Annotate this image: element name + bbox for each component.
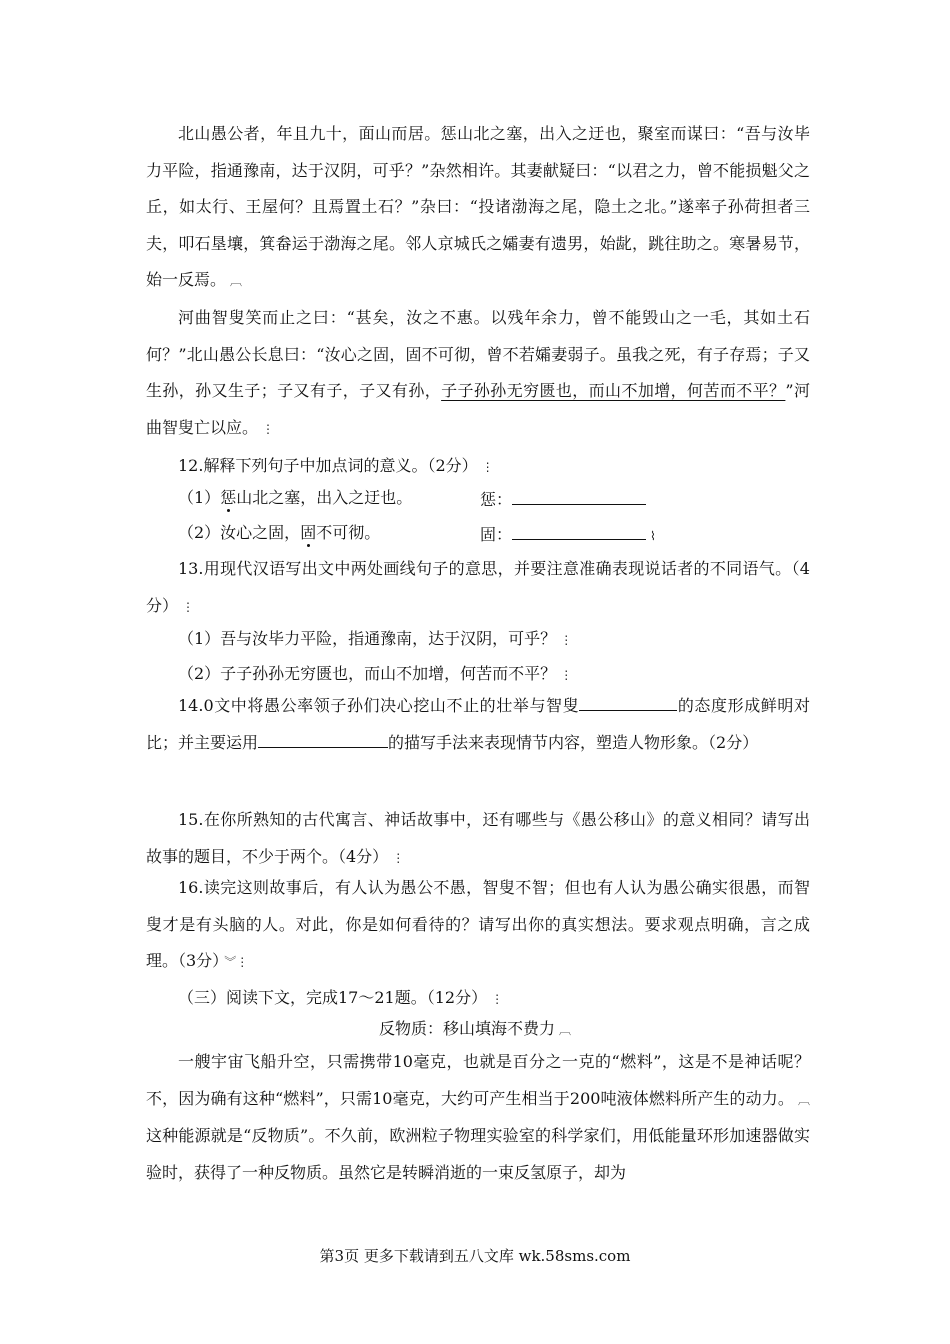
scan-mark-icon: ⌇	[650, 529, 656, 543]
q15-text: 15.在你所熟知的古代寓言、神话故事中，还有哪些与《愚公移山》的意义相同？请写出故事的题目，不少于两个。（4分）	[146, 810, 810, 866]
q12-answer2-label: 固：	[480, 525, 513, 544]
section-3-instruction-text: （三）阅读下文，完成17～21题。（12分）	[178, 988, 488, 1007]
q14-text-3: 的描写手法来表现情节内容，塑造人物形象。（2分）	[388, 732, 759, 752]
question-13-stem	[146, 551, 810, 625]
question-13-item-1	[178, 629, 572, 650]
article-paragraph-1-text: 一艘宇宙飞船升空，只需携带10毫克，也就是百分之一克的“燃料”，这是不是神话呢？不，因为确有这种“燃料”，只需10毫克，大约可产生相当于200吨液体燃料所产生的动力。	[146, 1052, 810, 1108]
article-paragraph-1-continued: 这种能源就是“反物质”。不久前，欧洲粒子物理实验室的科学家们，用低能量环形加速器做实验时，获得了一种反物质。虽然它是转瞬消逝的一束反氢原子，却为	[146, 1126, 810, 1182]
answer-blank[interactable]	[258, 731, 388, 748]
q12-stem-text: 12.解释下列句子中加点词的意义。（2分）	[178, 456, 478, 475]
q12-item1-number: （1）	[178, 488, 221, 507]
scan-mark-icon: ⋮	[560, 668, 573, 682]
page-footer: 第3页 更多下载请到五八文库 wk.58sms.com	[319, 1247, 631, 1265]
scan-mark-icon: ⋮	[481, 460, 494, 474]
q12-item2-number: （2）汝心之固，	[178, 523, 301, 542]
article-title	[0, 1019, 950, 1040]
q12-answer1-label: 惩：	[480, 490, 513, 509]
q14-text-2: 的态度形成鲜明对比；并主要运用	[146, 696, 810, 752]
question-15	[146, 802, 810, 876]
q13-item2-text: （2）子子孙孙无穷匮也，而山不加增，何苦而不平？	[178, 664, 557, 683]
passage-paragraph-2	[146, 300, 810, 447]
answer-blank[interactable]	[512, 523, 646, 540]
scan-mark-icon: ⋮	[560, 633, 573, 647]
underlined-sentence: 子子孙孙无穷匮也，而山不加增，何苦而不平？	[441, 381, 786, 401]
scan-mark-icon: ⋮	[182, 599, 195, 614]
scan-mark-icon: ⋮	[262, 421, 275, 436]
q14-text-1: 14.0文中将愚公率领子孙们决心挖山不止的壮举与智叟	[178, 696, 580, 715]
article-paragraph-1	[146, 1044, 810, 1191]
section-3-instruction	[178, 988, 503, 1009]
q12-item1-sentence: 山北之塞，出入之迂也。	[236, 488, 413, 507]
question-12-answer-1	[480, 488, 646, 510]
scan-mark-icon: ︹	[230, 274, 243, 289]
passage-paragraph-2-text: 河曲智叟笑而止之曰：“甚矣，汝之不惠。以残年余力，曾不能毁山之一毛，其如土石何？”北山愚公长息曰：“汝心之固，固不可彻，曾不若孀妻弱子。虽我之死，有子存焉；子又生孙，孙又生子；子又有子，子又有孙，	[146, 308, 810, 401]
scan-mark-icon: ⋮	[392, 850, 405, 865]
dotted-word: 固	[300, 523, 317, 542]
scan-mark-icon: ︹	[559, 1023, 572, 1037]
question-12-answer-2	[480, 523, 656, 546]
passage-paragraph-1-text: 北山愚公者，年且九十，面山而居。惩山北之塞，出入之迂也，聚室而谋曰：“吾与汝毕力平险，指通豫南，达于汉阴，可乎？”杂然相许。其妻献疑曰：“以君之力，曾不能损魁父之丘，如太行、王屋何？且焉置土石？”杂曰：“投诸渤海之尾，隐土之北。”遂率子孙荷担者三夫，叩石垦壤，箕畚运于渤海之尾。邻人京城氏之孀妻有遗男，始龀，跳往助之。寒暑易节，始一反焉。	[146, 124, 810, 290]
question-13-item-2	[178, 664, 572, 685]
answer-blank[interactable]	[512, 488, 646, 505]
scan-mark-icon: ︹	[797, 1092, 810, 1107]
q13-stem-text: 13.用现代汉语写出文中两处画线句子的意思，并要注意准确表现说话者的不同语气。（4分）	[146, 559, 810, 615]
answer-blank[interactable]	[579, 694, 677, 711]
question-12-item-2	[178, 523, 380, 543]
article-title-text: 反物质：移山填海不费力	[378, 1019, 555, 1038]
q16-text: 16.读完这则故事后，有人认为愚公不愚，智叟不智；但也有人认为愚公确实很愚，而智叟才是有头脑的人。对此，你是如何看待的？请写出你的真实想法。要求观点明确，言之成理。（3分）	[146, 878, 810, 971]
question-14	[146, 688, 810, 761]
question-16	[146, 870, 810, 981]
passage-paragraph-1	[146, 116, 810, 300]
question-12-stem	[178, 456, 494, 477]
q12-item2-sentence: 不可彻。	[316, 523, 381, 542]
scan-mark-icon: ︾⋮	[224, 955, 249, 970]
dotted-word: 惩	[220, 488, 237, 507]
passage-paragraph-2-end: ”河曲智叟亡以应。	[146, 381, 810, 437]
scan-mark-icon: ⋮	[491, 992, 504, 1006]
q13-item1-text: （1）吾与汝毕力平险，指通豫南，达于汉阴，可乎？	[178, 629, 557, 648]
question-12-item-1	[178, 488, 412, 508]
